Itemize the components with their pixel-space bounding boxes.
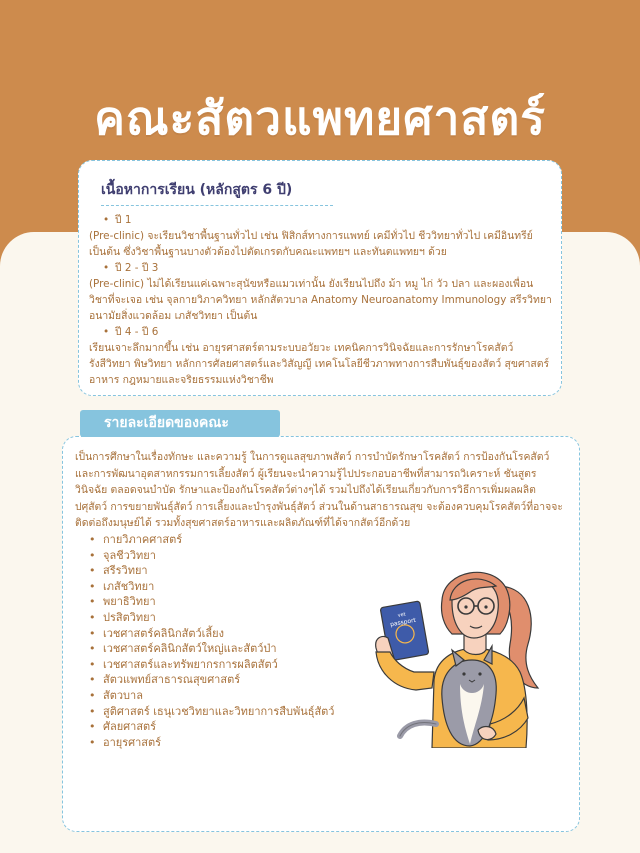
passport-label: passport <box>389 616 417 629</box>
topic-item: • จุลชีววิทยา <box>89 548 571 564</box>
topic-item: • สรีรวิทยา <box>89 563 571 579</box>
passport-small-label: vet <box>397 611 407 619</box>
topic-item: • ศัลยศาสตร์ <box>89 719 571 735</box>
year-2-3-text: (Pre-clinic) ไม่ได้เรียนแค่เฉพาะสุนัขหรือแมวเท่านั้น ยังเรียนไปถึง ม้า หมู ไก่ วัว ปลา และผองเพื่อน วิชาที่จะเจอ เช่น จุลกายวิภาควิทยา หลักสัตวบาล Anatomy Neuroanatomy Immunology สรีรวิทยา อนามัยสิ่งแวดล้อม เภสัชวิทยา เป็นต้น <box>89 278 552 322</box>
topic-item: • เวชศาสตร์คลินิกสัตว์เลี้ยง <box>89 626 571 642</box>
year-4-6-text: เรียนเจาะลึกมากขึ้น เช่น อายุรศาสตร์ตามระบบอวัยวะ เทคนิคการวินิจฉัยและการรักษาโรคสัตว์ รังสีวิทยา พิษวิทยา หลักการศัลยศาสตร์และวิสัญญี เทคโนโลยีชีวภาพทางการสืบพันธุ์ของสัตว์ สุขศาสตร์อาหาร กฎหมายและจริยธรรมแห่งวิชาชีพ <box>89 342 550 386</box>
topic-item: • สูติศาสตร์ เธนุเวชวิทยาและวิทยาการสืบพันธุ์สัตว์ <box>89 704 571 720</box>
curriculum-heading: เนื้อหาการเรียน (หลักสูตร 6 ปี) <box>101 179 553 206</box>
curriculum-list <box>89 212 553 388</box>
curriculum-box <box>78 160 562 396</box>
topic-item: • สัตวแพทย์สาธารณสุขศาสตร์ <box>89 672 571 688</box>
page-title: คณะสัตวแพทยศาสตร์ <box>94 91 546 145</box>
topic-item: • เภสัชวิทยา <box>89 579 571 595</box>
vet-student-with-cat-illustration <box>360 548 556 748</box>
year-1-label: • ปี 1 <box>103 212 553 228</box>
details-heading-ribbon: รายละเอียดของคณะ <box>80 410 280 437</box>
topic-item: • พยาธิวิทยา <box>89 594 571 610</box>
details-paragraph: เป็นการศึกษาในเรื่องทักษะ และความรู้ ในการดูแลสุขภาพสัตว์ การบำบัดรักษาโรคสัตว์ การป้องกันโรคสัตว์ และการพัฒนาอุตสาหกรรมการเลี้ยงสัตว์ ผู้เรียนจะนำความรู้ไปประกอบอาชีพที่สามารถวิเคราะห์ ชันสูตร วินิจฉัย ตลอดจนบำบัด รักษาและป้องกันโรคสัตว์ต่างๆได้ รวมไปถึงได้เรียนเกี่ยวกับการวิธีการเพิ่มผลผลิตปศุสัตว์ การขยายพันธุ์สัตว์ การเลี้ยงและบำรุงพันธุ์สัตว์ ส่วนในด้านสาธารณสุข จะต้องควบคุมโรคสัตว์ที่อาจจะติดต่อถึงมนุษย์ได้ รวมทั้งสุขศาสตร์อาหารและผลิตภัณฑ์ที่ได้จากสัตว์อีกด้วย <box>75 451 563 530</box>
topic-item: • อายุรศาสตร์ <box>89 735 571 751</box>
topic-item: • เวชศาสตร์และทรัพยากรการผลิตสัตว์ <box>89 657 571 673</box>
topic-item: • เวชศาสตร์คลินิกสัตว์ใหญ่และสัตว์ป่า <box>89 641 571 657</box>
year-4-6-label: • ปี 4 - ปี 6 <box>103 324 553 340</box>
year-1-text: (Pre-clinic) จะเรียนวิชาพื้นฐานทั่วไป เช่น ฟิสิกส์ทางการแพทย์ เคมีทั่วไป ชีววิทยาทั่วไป เคมีอินทรีย์ เป็นต้น ซึ่งวิชาพื้นฐานบางตัวต้องไปตัดเกรดกับคณะแพทยฯ และทันตแพทยฯ ด้วย <box>89 230 533 258</box>
topic-item: • สัตวบาล <box>89 688 571 704</box>
year-2-3-label: • ปี 2 - ปี 3 <box>103 260 553 276</box>
topic-item: • กายวิภาคศาสตร์ <box>89 532 571 548</box>
topic-item: • ปรสิตวิทยา <box>89 610 571 626</box>
